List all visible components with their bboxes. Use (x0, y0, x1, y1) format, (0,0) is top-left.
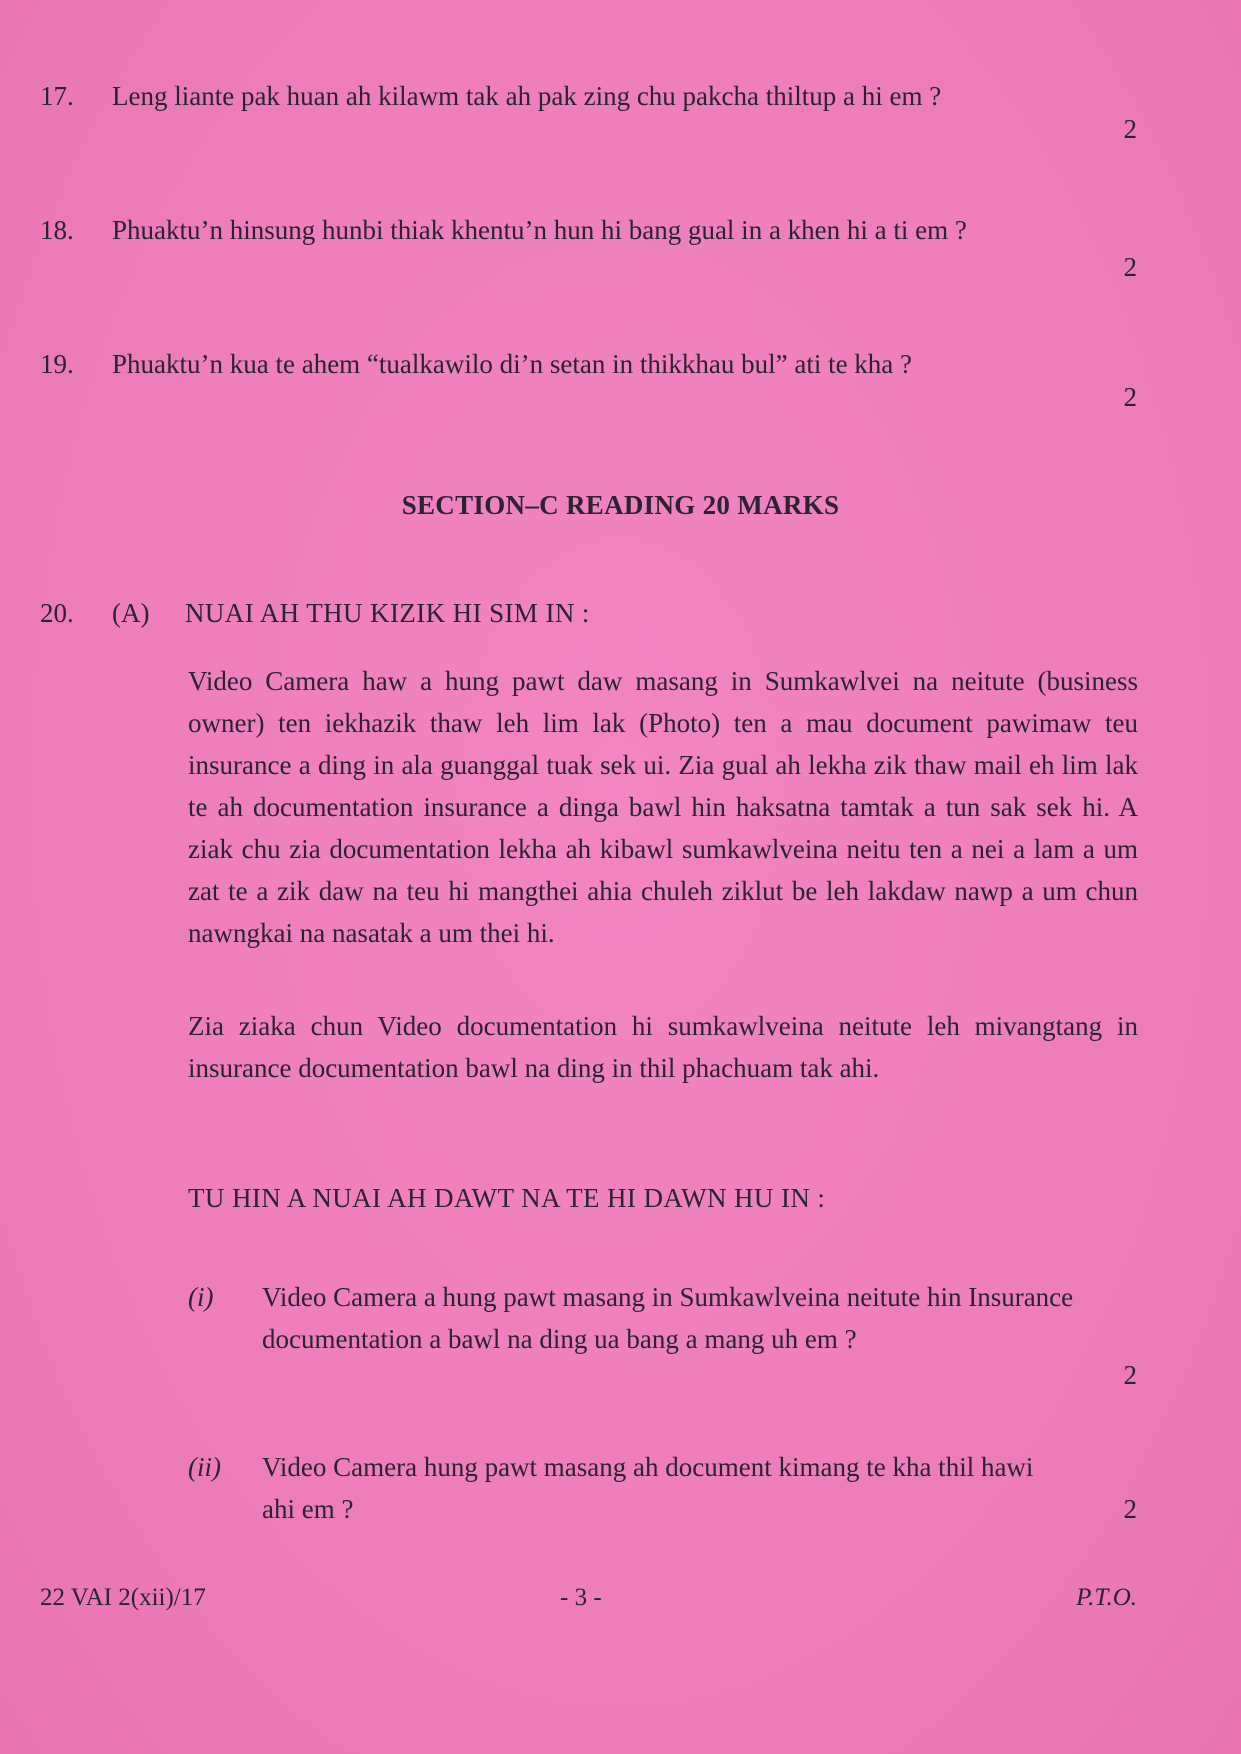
question-20-instruction: NUAI AH THU KIZIK HI SIM IN : (185, 598, 590, 628)
sub-question-number: (i) (188, 1282, 214, 1312)
question-20-part-label: (A) (112, 598, 150, 628)
question-20-number: 20. (40, 598, 74, 628)
sub-question-marks: 2 (1123, 1360, 1137, 1390)
please-turn-over: P.T.O. (1076, 1584, 1137, 1611)
sub-question-number: (ii) (188, 1452, 221, 1482)
question-marks: 2 (1123, 252, 1137, 282)
question-marks: 2 (1123, 114, 1137, 144)
question-number: 17. (40, 81, 74, 111)
question-text: Phuaktu’n kua te ahem “tualkawilo di’n setan in thikkhau bul” ati te kha ? (112, 349, 913, 379)
page-number: - 3 - (560, 1584, 602, 1611)
sub-question-text: Video Camera a hung pawt masang in Sumkawlveina neitute hin Insurance documentation a bawl na ding ua bang a mang uh em ? (262, 1282, 1074, 1354)
question-marks: 2 (1123, 382, 1137, 412)
passage-paragraph-2: Zia ziaka chun Video documentation hi sumkawlveina neitute leh mivangtang in insurance documentation bawl na ding in thil phachuam tak ahi. (188, 1011, 1138, 1083)
sub-questions-heading: TU HIN A NUAI AH DAWT NA TE HI DAWN HU IN : (188, 1183, 826, 1213)
passage-paragraph-1: Video Camera haw a hung pawt daw masang in Sumkawlvei na neitute (business owner) ten iekhazik thaw leh lim lak (Photo) ten a mau document pawimaw teu insurance a ding in ala guanggal tuak sek ui. Zia gual ah lekha zik thaw mail eh lim lak te ah documentation insurance a dinga bawl hin haksatna tamtak a tun sak sek hi. A ziak chu zia documentation lekha ah kibawl sumkawlveina neitu ten a nei a lam a um zat te a zik daw na teu hi mangthei ahia chuleh ziklut be leh lakdaw nawp a um chun nawngkai na nasatak a um thei hi. (188, 666, 1138, 948)
section-heading: SECTION–C READING 20 MARKS (401, 490, 840, 520)
question-text: Phuaktu’n hinsung hunbi thiak khentu’n hun hi bang gual in a khen hi a ti em ? (112, 215, 967, 245)
sub-question-marks: 2 (1123, 1494, 1137, 1524)
paper-code: 22 VAI 2(xii)/17 (40, 1584, 206, 1611)
question-number: 19. (40, 349, 74, 379)
sub-question-text: Video Camera hung pawt masang ah document kimang te kha thil hawi ahi em ? (262, 1452, 1034, 1524)
question-text: Leng liante pak huan ah kilawm tak ah pak zing chu pakcha thiltup a hi em ? (112, 81, 942, 111)
question-number: 18. (40, 215, 74, 245)
